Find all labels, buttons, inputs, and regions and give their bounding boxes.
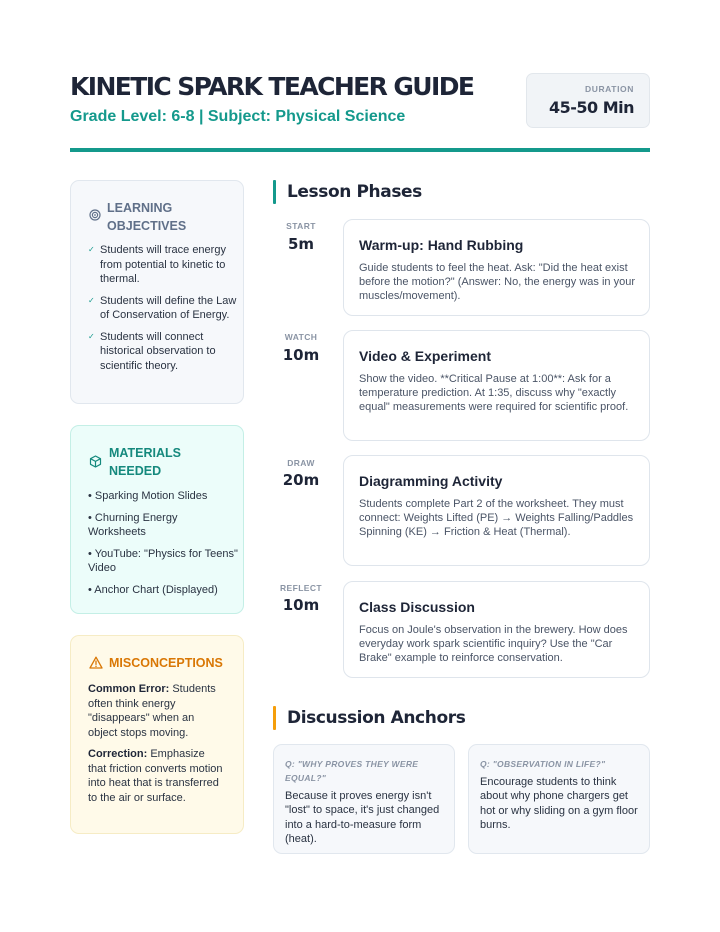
list-item — [88, 243, 238, 287]
warning-icon — [89, 656, 103, 669]
phase-description: Show the video. **Critical Pause at 1:00**: Ask for a temperature prediction. At 1:35, discuss why "exactly equal" measurements were required for scientific proof. — [359, 373, 629, 414]
learning-objectives-card — [70, 180, 244, 404]
error-text: Students often think energy "disappears" when an object stops moving. — [88, 683, 216, 739]
check-icon: ✓ — [88, 295, 95, 305]
discussion-anchor-card — [468, 744, 650, 854]
check-icon: ✓ — [88, 331, 95, 341]
list-item: • Churning Energy Worksheets — [88, 511, 178, 538]
lesson-phases-heading: Lesson Phases — [273, 180, 422, 204]
correction — [88, 747, 226, 805]
phase-label: START — [286, 221, 316, 231]
page-title: KINETIC SPARK TEACHER GUIDE — [70, 72, 474, 101]
cube-icon — [89, 455, 102, 468]
learning-objectives-heading — [107, 199, 186, 235]
list-item: • Anchor Chart (Displayed) — [88, 583, 218, 596]
heading-line: NEEDED — [109, 464, 162, 478]
heading-line: MATERIALS — [109, 446, 181, 460]
phase-card-warm-up — [343, 219, 650, 316]
phase-duration: 5m — [287, 235, 315, 253]
phase-card-video — [343, 330, 650, 441]
materials-card — [70, 425, 244, 614]
objective-text: Students will define the Law of Conservation of Energy. — [100, 294, 237, 321]
common-error — [88, 682, 226, 740]
error-label: Common Error: — [88, 683, 170, 695]
phase-card-discussion — [343, 581, 650, 678]
phase-title: Diagramming Activity — [359, 473, 503, 489]
correction-text: Emphasize that friction converts motion into heat that is transferred to the air or surface. — [88, 748, 223, 804]
misconceptions-heading: MISCONCEPTIONS — [109, 656, 223, 670]
list-item: • YouTube: "Physics for Teens" Video — [88, 547, 238, 574]
misconceptions-card — [70, 635, 244, 834]
duration-value: 45-50 Min — [548, 98, 634, 117]
list-item: • Sparking Motion Slides — [88, 490, 208, 502]
phase-description: Focus on Joule's observation in the brewery. How does everyday work spark scientific inquiry? Use the "Car Brake" example to reinforce conservation. — [359, 624, 628, 665]
page-subtitle: Grade Level: 6-8 | Subject: Physical Science — [70, 108, 406, 125]
phase-card-diagramming — [343, 455, 650, 566]
phase-duration: 10m — [282, 596, 320, 614]
phase-title: Warm-up: Hand Rubbing — [359, 237, 524, 253]
duration-label: DURATION — [584, 84, 634, 94]
phase-description: Guide students to feel the heat. Ask: "Did the heat exist before the motion?" (Answer: No, the energy was in your muscles/movement). — [359, 262, 635, 303]
target-icon — [89, 209, 101, 221]
phase-label: DRAW — [287, 458, 315, 468]
list-item — [88, 294, 238, 323]
duration-box — [526, 73, 650, 128]
header-divider — [70, 148, 650, 152]
phase-description: Students complete Part 2 of the worksheet. They must connect: Weights Lifted (PE) → Weights Falling/Paddles Spinning (KE) → Friction & Heat (Thermal). — [359, 498, 634, 539]
phase-title: Video & Experiment — [359, 348, 492, 364]
check-icon: ✓ — [88, 245, 95, 254]
list-item — [88, 330, 238, 374]
materials-list — [88, 489, 238, 604]
objective-text: Students will trace energy from potential to kinetic to thermal. — [100, 244, 226, 285]
heading-line: LEARNING — [107, 201, 173, 215]
objectives-list — [88, 243, 238, 380]
phase-duration: 10m — [282, 346, 320, 364]
anchor-answer: Because it proves energy isn't "lost" to space, it's just changed into a hard-to-measure form (heat). — [285, 790, 440, 846]
anchor-answer: Encourage students to think about why phone chargers get hot or why sliding on a gym floor burns. — [480, 776, 638, 832]
phase-title: Class Discussion — [359, 599, 475, 615]
materials-heading — [109, 444, 181, 480]
misconceptions-body — [88, 682, 226, 812]
anchor-question: Q: "WHY PROVES THEY WERE EQUAL?" — [285, 759, 419, 783]
heading-line: OBJECTIVES — [107, 219, 187, 233]
phase-label: REFLECT — [280, 583, 322, 593]
discussion-anchors-heading: Discussion Anchors — [273, 706, 465, 730]
discussion-anchor-card — [273, 744, 455, 854]
phase-label: WATCH — [284, 332, 318, 342]
anchor-question: Q: "OBSERVATION IN LIFE?" — [480, 759, 606, 769]
correction-label: Correction: — [88, 748, 148, 760]
objective-text: Students will connect historical observation to scientific theory. — [100, 330, 216, 372]
phase-duration: 20m — [282, 471, 320, 489]
